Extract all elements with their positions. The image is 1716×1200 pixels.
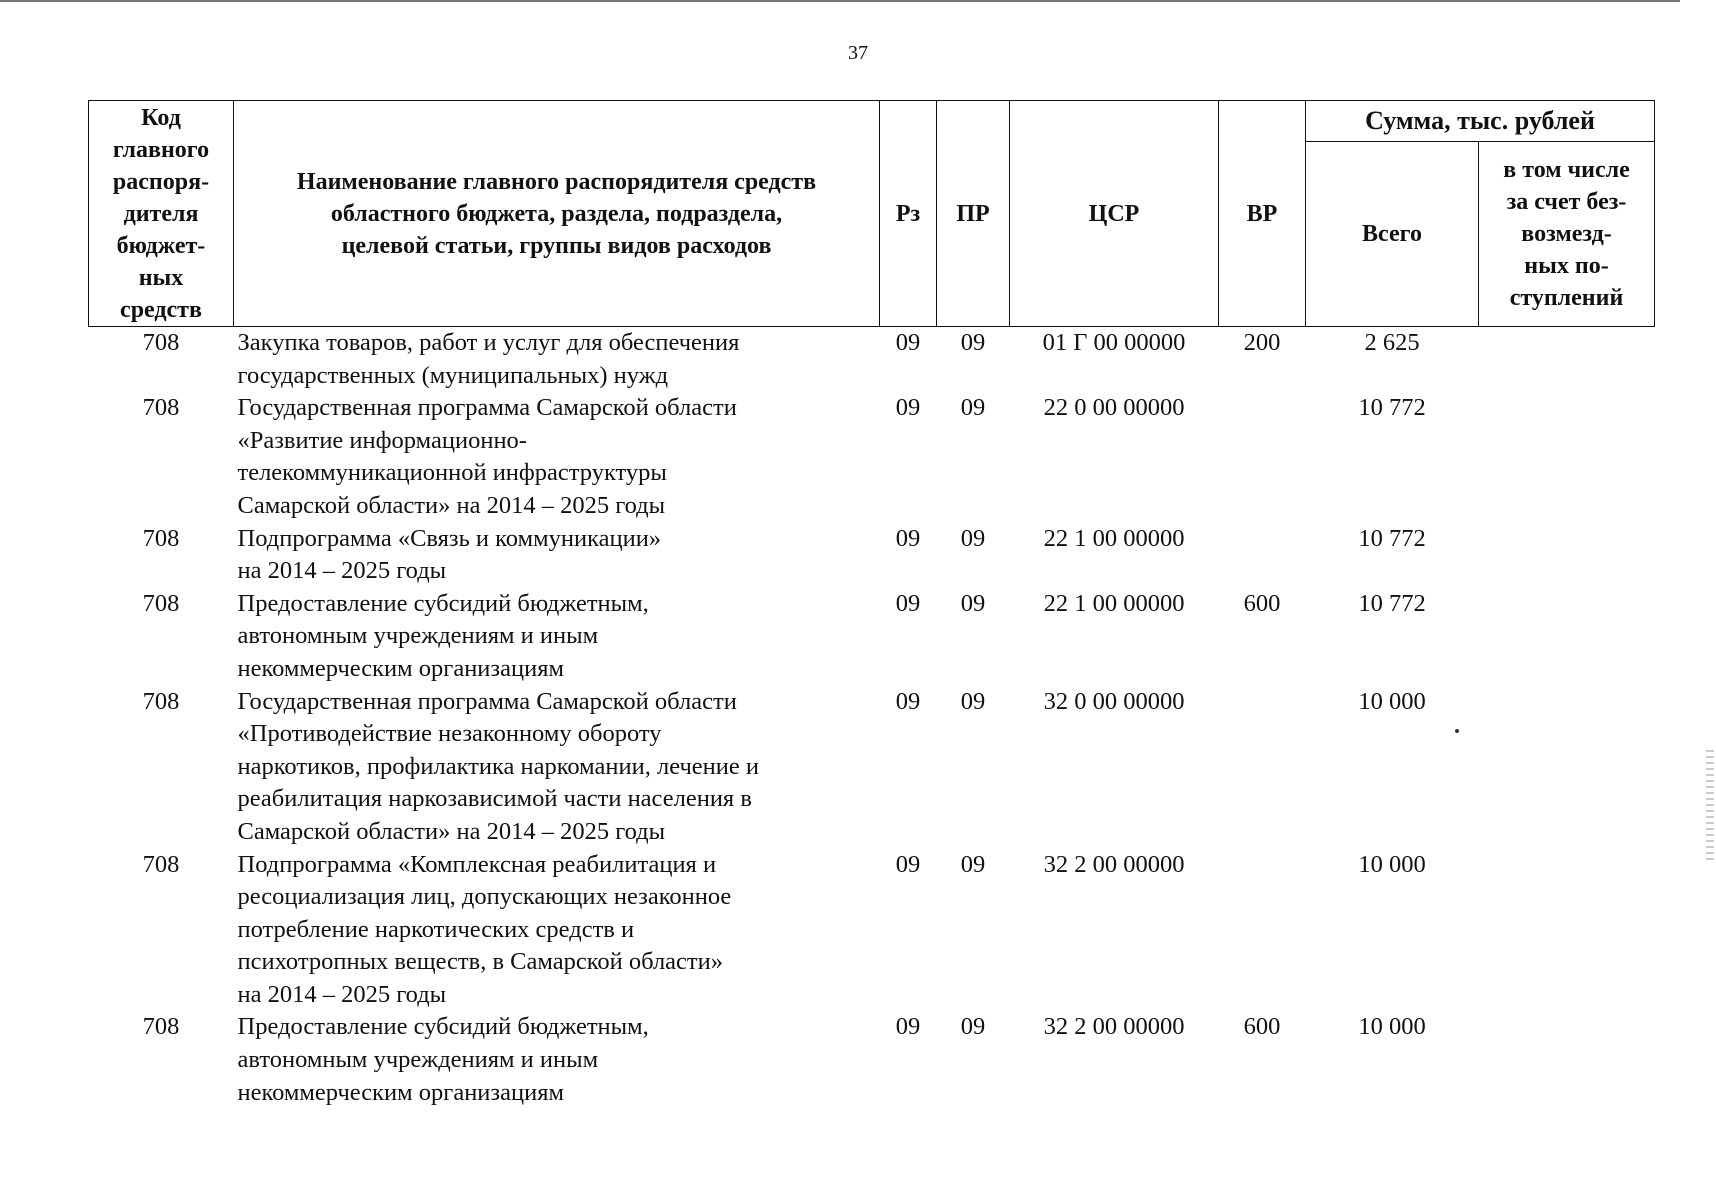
table-row bbox=[89, 1011, 1655, 1109]
top-border-line bbox=[0, 0, 1680, 2]
table-row bbox=[89, 523, 1655, 588]
cell-free bbox=[1479, 686, 1655, 849]
cell-total: 10 000 bbox=[1358, 850, 1426, 878]
cell-free bbox=[1479, 849, 1655, 1012]
name-line: реабилитация наркозависимой части населения в bbox=[237, 785, 752, 813]
cell-vr: 600 bbox=[1243, 1013, 1281, 1041]
header-rz: Рз bbox=[880, 101, 937, 327]
name-line: некоммерческим организациям bbox=[237, 654, 564, 682]
header-sum: Сумма, тыс. рублей bbox=[1306, 101, 1655, 142]
table-header bbox=[89, 101, 1655, 327]
name-line: «Противодействие незаконному обороту bbox=[237, 720, 662, 748]
name-line: Предоставление субсидий бюджетным, bbox=[237, 1013, 649, 1041]
cell-total: 10 000 bbox=[1358, 687, 1426, 715]
name-line: Самарской области» на 2014 – 2025 годы bbox=[237, 491, 666, 519]
table-row bbox=[89, 327, 1655, 393]
name-line: «Развитие информационно- bbox=[237, 426, 527, 454]
cell-pr: 09 bbox=[960, 329, 986, 356]
cell-csr: 32 2 00 00000 bbox=[1043, 850, 1185, 878]
header-free-receipts: в том числе за счет без- возмезд- ных по- ступлений bbox=[1479, 142, 1655, 327]
table-row bbox=[89, 392, 1655, 522]
cell-total: 10 772 bbox=[1358, 589, 1426, 617]
cell-vr bbox=[1219, 686, 1306, 849]
cell-total: 10 772 bbox=[1358, 524, 1426, 552]
cell-vr bbox=[1219, 849, 1306, 1012]
name-line: Государственная программа Самарской области bbox=[237, 394, 737, 422]
table-row bbox=[89, 686, 1655, 849]
cell-vr bbox=[1219, 392, 1306, 522]
name-line: государственных (муниципальных) нужд bbox=[237, 361, 669, 389]
name-line: телекоммуникационной инфраструктуры bbox=[237, 459, 667, 487]
cell-csr: 32 2 00 00000 bbox=[1043, 1013, 1185, 1041]
name-line: на 2014 – 2025 годы bbox=[237, 557, 447, 585]
cell-csr: 32 0 00 00000 bbox=[1043, 687, 1185, 715]
cell-vr: 200 bbox=[1243, 329, 1281, 356]
cell-csr: 01 Г 00 00000 bbox=[1042, 329, 1186, 356]
cell-code: 708 bbox=[142, 329, 180, 356]
cell-pr: 09 bbox=[960, 394, 986, 422]
cell-pr: 09 bbox=[960, 850, 986, 878]
cell-code: 708 bbox=[142, 1013, 180, 1041]
header-pr: ПР bbox=[937, 101, 1010, 327]
header-vr: ВР bbox=[1219, 101, 1306, 327]
cell-csr: 22 0 00 00000 bbox=[1043, 394, 1185, 422]
page-number: 37 bbox=[848, 42, 868, 64]
cell-code: 708 bbox=[142, 589, 180, 617]
scan-speck bbox=[1455, 729, 1459, 733]
cell-rz: 09 bbox=[895, 329, 921, 356]
cell-csr: 22 1 00 00000 bbox=[1043, 524, 1185, 552]
name-line: Подпрограмма «Комплексная реабилитация и bbox=[237, 850, 717, 878]
cell-csr: 22 1 00 00000 bbox=[1043, 589, 1185, 617]
name-line: Предоставление субсидий бюджетным, bbox=[237, 589, 649, 617]
cell-rz: 09 bbox=[895, 394, 921, 422]
cell-code: 708 bbox=[142, 687, 180, 715]
name-line: потребление наркотических средств и bbox=[237, 915, 635, 943]
cell-name bbox=[234, 523, 880, 588]
table-body bbox=[89, 327, 1655, 1110]
header-code: Код главного распоря- дителя бюджет- ных средств bbox=[89, 101, 234, 327]
scan-edge-noise bbox=[1706, 750, 1714, 860]
cell-rz: 09 bbox=[895, 589, 921, 617]
cell-rz: 09 bbox=[895, 687, 921, 715]
cell-free bbox=[1479, 392, 1655, 522]
cell-free bbox=[1479, 523, 1655, 588]
name-line: автономным учреждениям и иным bbox=[237, 622, 599, 650]
name-line: Государственная программа Самарской области bbox=[237, 687, 737, 715]
cell-total: 2 625 bbox=[1364, 329, 1420, 356]
cell-total: 10 772 bbox=[1358, 394, 1426, 422]
cell-pr: 09 bbox=[960, 589, 986, 617]
cell-code: 708 bbox=[142, 850, 180, 878]
name-line: Подпрограмма «Связь и коммуникации» bbox=[237, 524, 662, 552]
name-line: автономным учреждениям и иным bbox=[237, 1046, 599, 1074]
cell-pr: 09 bbox=[960, 524, 986, 552]
cell-name bbox=[234, 327, 880, 393]
cell-name bbox=[234, 1011, 880, 1109]
cell-rz: 09 bbox=[895, 1013, 921, 1041]
cell-vr: 600 bbox=[1243, 589, 1281, 617]
cell-rz: 09 bbox=[895, 850, 921, 878]
name-line: некоммерческим организациям bbox=[237, 1078, 564, 1106]
cell-total: 10 000 bbox=[1358, 1013, 1426, 1041]
header-csr: ЦСР bbox=[1010, 101, 1219, 327]
budget-table bbox=[88, 100, 1655, 1109]
name-line: ресоциализация лиц, допускающих незаконное bbox=[237, 883, 732, 911]
table-row bbox=[89, 588, 1655, 686]
cell-vr bbox=[1219, 523, 1306, 588]
cell-rz: 09 bbox=[895, 524, 921, 552]
name-line: Самарской области» на 2014 – 2025 годы bbox=[237, 817, 666, 845]
cell-name bbox=[234, 849, 880, 1012]
name-line: на 2014 – 2025 годы bbox=[237, 980, 447, 1008]
name-line: психотропных веществ, в Самарской области» bbox=[237, 948, 723, 976]
cell-free bbox=[1479, 1011, 1655, 1109]
cell-code: 708 bbox=[142, 394, 180, 422]
cell-free bbox=[1479, 327, 1655, 393]
header-total: Всего bbox=[1306, 142, 1479, 327]
name-line: Закупка товаров, работ и услуг для обеспечения bbox=[237, 329, 740, 356]
cell-name bbox=[234, 686, 880, 849]
cell-pr: 09 bbox=[960, 687, 986, 715]
cell-name bbox=[234, 588, 880, 686]
cell-name bbox=[234, 392, 880, 522]
table-row bbox=[89, 849, 1655, 1012]
header-name: Наименование главного распорядителя средств областного бюджета, раздела, подраздела, целевой статьи, группы видов расходов bbox=[234, 101, 880, 327]
cell-code: 708 bbox=[142, 524, 180, 552]
cell-pr: 09 bbox=[960, 1013, 986, 1041]
cell-free bbox=[1479, 588, 1655, 686]
name-line: наркотиков, профилактика наркомании, лечение и bbox=[237, 752, 759, 780]
